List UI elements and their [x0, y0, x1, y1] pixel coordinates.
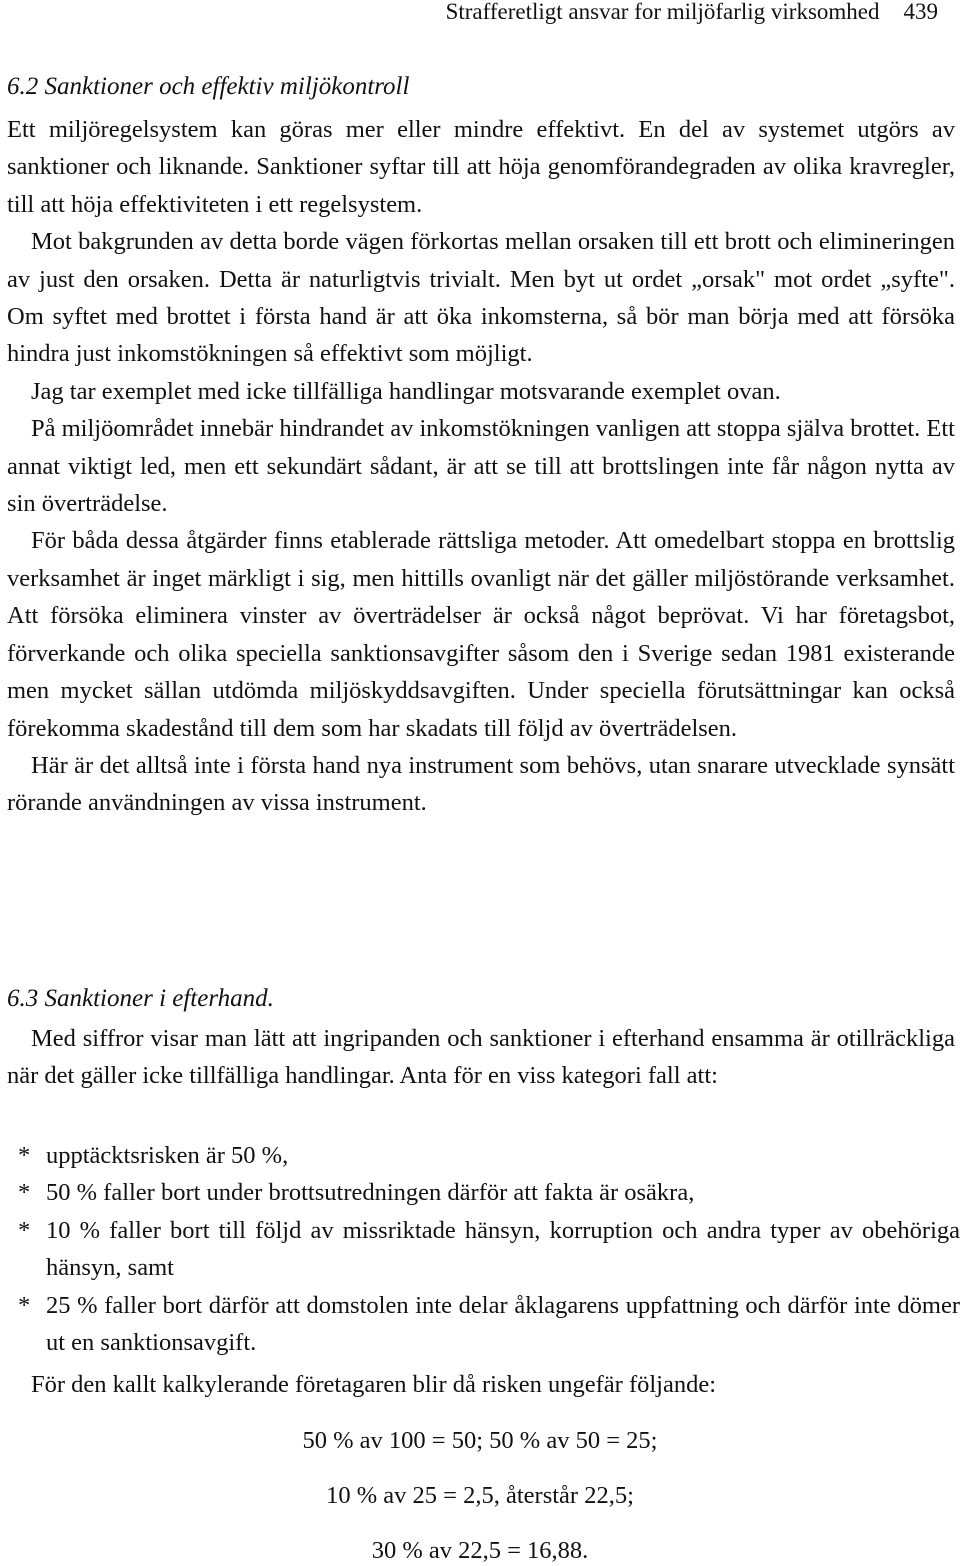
list-item-text: 25 % faller bort därför att domstolen inte delar åklagarens uppfattning och därför inte dömer ut en sanktionsavgift.	[46, 1291, 960, 1357]
calculation-line: 10 % av 25 = 2,5, återstår 22,5;	[326, 1482, 634, 1509]
calculation-line: 30 % av 22,5 = 16,88.	[371, 1537, 589, 1564]
bullet-asterisk: *	[18, 1216, 31, 1244]
running-header	[446, 0, 938, 24]
list-item-text: 10 % faller bort till följd av missriktade hänsyn, korruption och andra typer av obehöriga hänsyn, samt	[46, 1216, 960, 1282]
calculation-line: 50 % av 100 = 50; 50 % av 50 = 25;	[302, 1427, 658, 1454]
bullet-asterisk: *	[18, 1179, 31, 1207]
section-6-3-intro	[7, 1020, 955, 1095]
list-item	[18, 1212, 960, 1287]
list-item	[18, 1174, 960, 1211]
section-6-2-body	[7, 111, 955, 822]
section-heading-6-2: 6.2 Sanktioner och effektiv miljökontroll	[7, 73, 410, 100]
paragraph: För båda dessa åtgärder finns etablerade rättsliga metoder. Att omedelbart stoppa en brottslig verksamhet är inget märkligt i sig, men hittills ovanligt när det gäller miljöstörande verksamhet. Att försöka eliminera vinster av överträdelser är också något beprövat. Vi har företagsbot, förverkande och olika speciella sanktionsavgifter såsom den i Sverige sedan 1981 existerande men mycket sällan utdömda miljöskyddsavgiften. Under speciella förutsättningar kan också förekomma skadestånd till dem som har skadats till följd av överträdelsen.	[7, 527, 955, 742]
paragraph: Ett miljöregelsystem kan göras mer eller mindre effektivt. En del av systemet utgörs av sanktioner och liknande. Sanktioner syftar till att höja genomförandegraden av olika kravregler, till att höja effektiviteten i ett regelsystem.	[7, 116, 955, 218]
bullet-asterisk: *	[18, 1142, 31, 1169]
page-number: 439	[903, 0, 938, 24]
paragraph: Jag tar exemplet med icke tillfälliga handlingar motsvarande exemplet ovan.	[31, 377, 781, 405]
list-item-text: upptäcktsrisken är 50 %,	[46, 1142, 289, 1169]
assumption-list	[18, 1137, 960, 1361]
paragraph: På miljöområdet innebär hindrandet av inkomstökningen vanligen att stoppa själva brottet. Ett annat viktigt led, men ett sekundärt sådant, är att se till att brottslingen inte får någon nytta av sin överträdelse.	[7, 415, 955, 518]
list-item	[18, 1287, 960, 1362]
section-heading-6-3: 6.3 Sanktioner i efterhand.	[7, 985, 274, 1012]
paragraph: Här är det alltså inte i första hand nya instrument som behövs, utan snarare utvecklade synsätt rörande användningen av vissa instrument.	[7, 751, 955, 817]
closing-sentence: För den kallt kalkylerande företagaren blir då risken ungefär följande:	[31, 1371, 717, 1398]
paragraph: Med siffror visar man lätt att ingripanden och sanktioner i efterhand ensamma är otillräckliga när det gäller icke tillfälliga handlingar. Anta för en viss kategori fall att:	[7, 1025, 955, 1090]
running-title: Strafferetligt ansvar for miljöfarlig virksomhed	[445, 0, 880, 24]
paragraph: Mot bakgrunden av detta borde vägen förkortas mellan orsaken till ett brott och elimineringen av just den orsaken. Detta är naturligtvis trivialt. Men byt ut ordet „orsak" mot ordet „syfte". Om syftet med brottet i första hand är att öka inkomsterna, så bör man börja med att försöka hindra just inkomstökningen så effektivt som möjligt.	[7, 228, 955, 368]
list-item-text: 50 % faller bort under brottsutredningen därför att fakta är osäkra,	[46, 1179, 695, 1207]
list-item	[18, 1137, 960, 1174]
bullet-asterisk: *	[18, 1291, 31, 1319]
